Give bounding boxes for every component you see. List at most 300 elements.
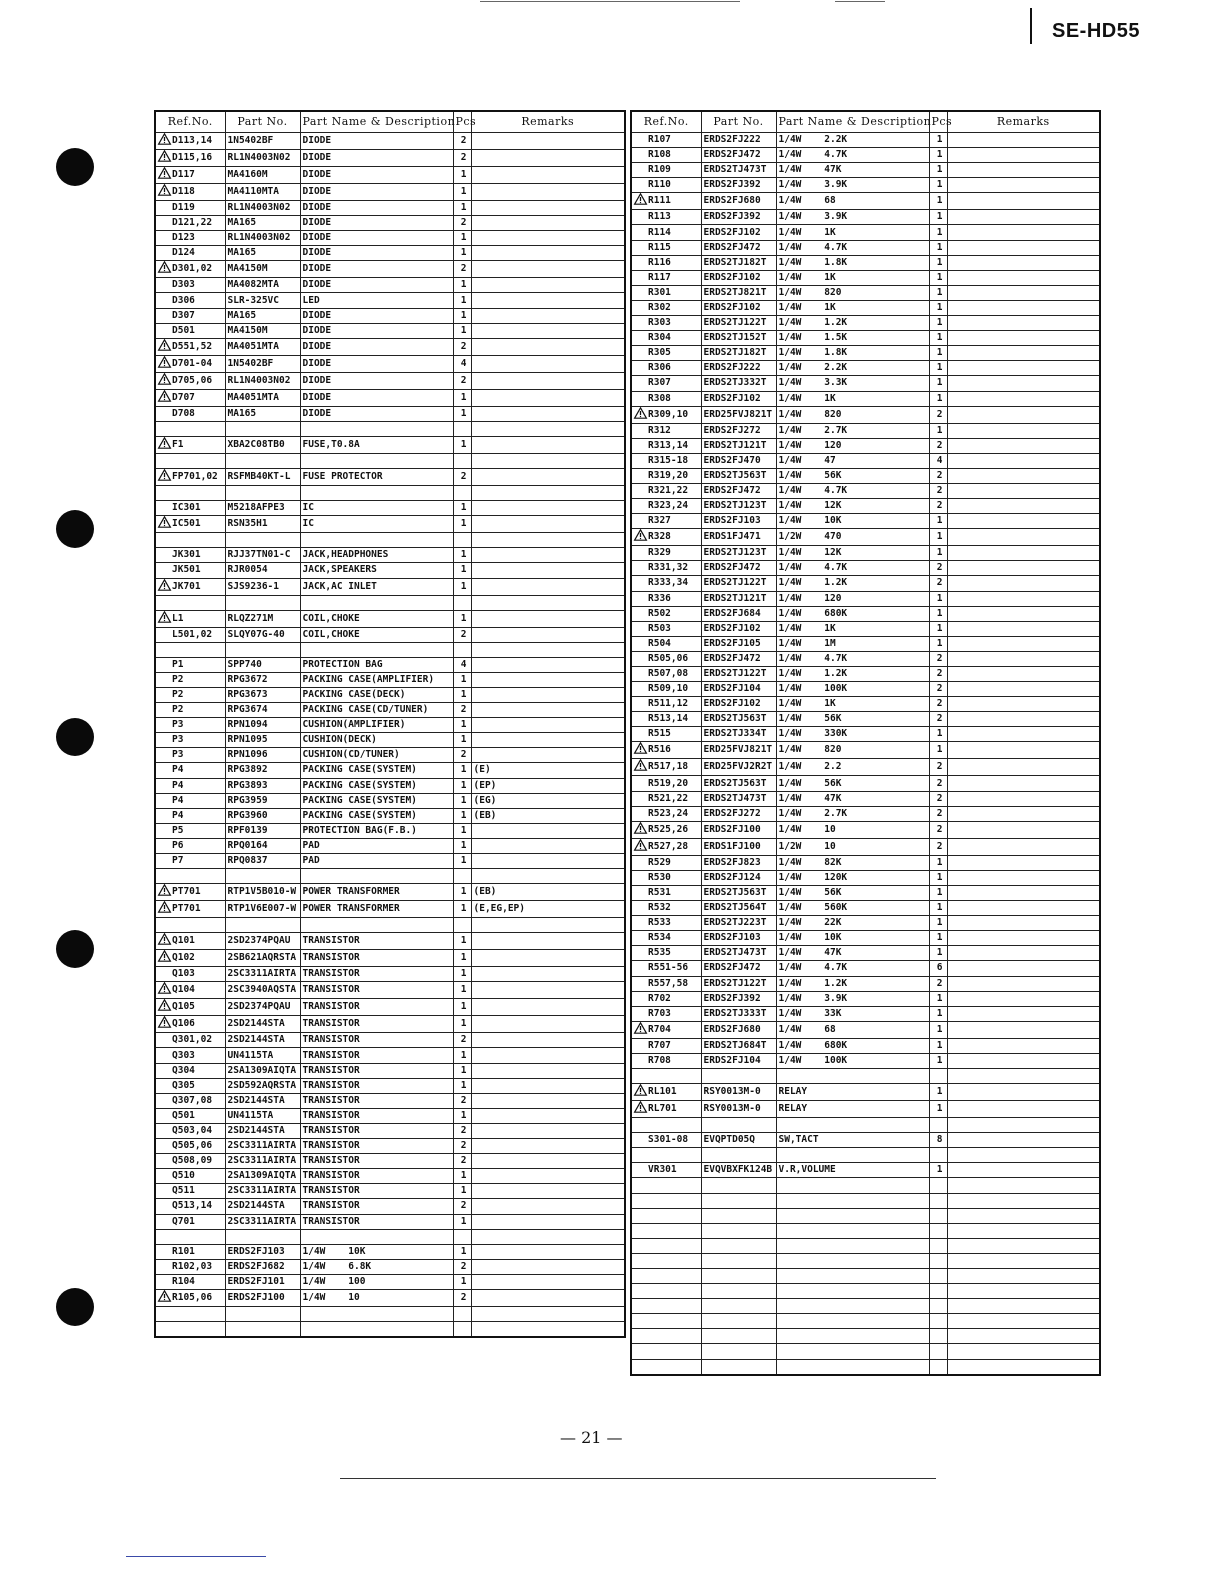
remarks-cell: [471, 610, 625, 627]
ref-cell: [155, 372, 225, 389]
ref-number: R511,12: [648, 698, 689, 710]
ref-cell: [631, 682, 701, 697]
remarks-cell: [471, 1199, 625, 1214]
description-cell: 1/2W 470: [776, 529, 929, 546]
description-cell: DIODE: [300, 372, 453, 389]
description-cell: 1/4W 100: [300, 1274, 453, 1289]
remarks-cell: [947, 742, 1100, 759]
table-row: [631, 316, 1100, 331]
description-cell: TRANSISTOR: [300, 1139, 453, 1154]
pcs-cell: 1: [453, 501, 471, 516]
description-cell: TRANSISTOR: [300, 1199, 453, 1214]
pcs-cell: 1: [929, 1053, 947, 1068]
remarks-cell: [947, 697, 1100, 712]
ref-cell: [631, 1238, 701, 1253]
ref-cell: [155, 1229, 225, 1244]
part-number-cell: [701, 1253, 776, 1268]
part-number-cell: SLR-325VC: [225, 293, 300, 308]
pcs-cell: 2: [929, 776, 947, 791]
table-row: [631, 776, 1100, 791]
ref-number: R305: [648, 347, 671, 359]
part-number-cell: ERDS2FJ103: [701, 514, 776, 529]
remarks-cell: [471, 501, 625, 516]
part-number-cell: 2SC3311AIRTA: [225, 1139, 300, 1154]
pcs-cell: [453, 486, 471, 501]
part-number-cell: RPQ0164: [225, 838, 300, 853]
ref-number: R708: [648, 1054, 671, 1066]
ref-cell: [155, 1214, 225, 1229]
pcs-cell: 2: [929, 821, 947, 838]
part-number-cell: [701, 1329, 776, 1344]
pcs-cell: 1: [929, 855, 947, 870]
table-row: [155, 1108, 625, 1123]
pcs-cell: 1: [929, 546, 947, 561]
remarks-cell: [471, 246, 625, 261]
ref-number: R105,06: [172, 1291, 213, 1303]
pcs-cell: 1: [453, 672, 471, 687]
binder-hole: [56, 930, 94, 968]
description-cell: 1/4W 3.9K: [776, 991, 929, 1006]
part-number-cell: ERDS2FJ102: [701, 621, 776, 636]
part-number-cell: ERDS2TJ332T: [701, 376, 776, 391]
part-number-cell: ERD25FVJ821T: [701, 742, 776, 759]
part-number-cell: RPG3672: [225, 672, 300, 687]
table-row: [631, 210, 1100, 225]
description-cell: JACK,HEADPHONES: [300, 548, 453, 563]
ref-number: JK501: [172, 564, 201, 576]
ref-cell: [631, 916, 701, 931]
part-number-cell: EVQPTD05Q: [701, 1133, 776, 1148]
safety-warning-icon: [158, 516, 172, 532]
ref-cell: [631, 1253, 701, 1268]
description-cell: 1/4W 4.7K: [776, 148, 929, 163]
description-cell: [300, 453, 453, 468]
table-row: [631, 546, 1100, 561]
ref-cell: [155, 406, 225, 421]
description-cell: JACK,AC INLET: [300, 578, 453, 595]
part-number-cell: ERDS2TJ473T: [701, 946, 776, 961]
part-number-cell: ERDS2FJ222: [701, 133, 776, 148]
table-row: [631, 976, 1100, 991]
ref-cell: [631, 838, 701, 855]
ref-number: R327: [648, 515, 671, 527]
part-number-cell: ERDS2TJ473T: [701, 791, 776, 806]
remarks-cell: [947, 855, 1100, 870]
ref-number: D705,06: [172, 374, 213, 386]
pcs-cell: 1: [929, 916, 947, 931]
ref-cell: [155, 1259, 225, 1274]
ref-cell: [155, 216, 225, 231]
part-number-cell: ERDS2FJ104: [701, 682, 776, 697]
part-number-cell: RPQ0837: [225, 854, 300, 869]
pcs-cell: 1: [929, 946, 947, 961]
ref-number: RL101: [648, 1086, 677, 1098]
remarks-cell: [471, 1289, 625, 1306]
pcs-cell: 1: [929, 225, 947, 240]
remarks-cell: [471, 421, 625, 436]
pcs-cell: [929, 1359, 947, 1375]
ref-cell: [631, 1269, 701, 1284]
description-cell: LED: [300, 293, 453, 308]
description-cell: TRANSISTOR: [300, 1169, 453, 1184]
remarks-cell: [471, 133, 625, 150]
ref-number: R108: [648, 149, 671, 161]
ref-number: R328: [648, 531, 671, 543]
table-row: [631, 682, 1100, 697]
ref-cell: [631, 1223, 701, 1238]
part-number-cell: RJR0054: [225, 563, 300, 578]
description-cell: V.R,VOLUME: [776, 1163, 929, 1178]
description-cell: [776, 1284, 929, 1299]
pcs-cell: 1: [453, 1184, 471, 1199]
table-row: [631, 1038, 1100, 1053]
remarks-cell: [947, 483, 1100, 498]
pcs-cell: 2: [929, 759, 947, 776]
description-cell: [300, 1306, 453, 1321]
description-cell: PACKING CASE(SYSTEM): [300, 808, 453, 823]
table-row: [631, 838, 1100, 855]
ref-number: R117: [648, 271, 671, 283]
remarks-cell: [947, 316, 1100, 331]
part-number-cell: ERDS2TJ821T: [701, 285, 776, 300]
ref-cell: [155, 672, 225, 687]
remarks-cell: [947, 727, 1100, 742]
remarks-cell: [947, 1021, 1100, 1038]
remarks-cell: [471, 453, 625, 468]
part-number-cell: ERDS2TJ122T: [701, 667, 776, 682]
ref-number: R104: [172, 1275, 195, 1287]
safety-warning-icon: [634, 839, 648, 855]
description-cell: 1/4W 4.7K: [776, 561, 929, 576]
table-row: [155, 201, 625, 216]
description-cell: 1/4W 4.7K: [776, 240, 929, 255]
pcs-cell: 1: [929, 636, 947, 651]
table-row: [631, 821, 1100, 838]
pcs-cell: 1: [929, 270, 947, 285]
part-number-cell: 2SD2144STA: [225, 1123, 300, 1138]
ref-cell: [631, 901, 701, 916]
ref-cell: [155, 703, 225, 718]
remarks-cell: [947, 976, 1100, 991]
part-number-cell: RL1N4003N02: [225, 201, 300, 216]
table-row: [631, 133, 1100, 148]
ref-number: R521,22: [648, 792, 689, 804]
remarks-cell: [947, 514, 1100, 529]
table-row: [631, 300, 1100, 315]
description-cell: [776, 1253, 929, 1268]
part-number-cell: ERDS2TJ123T: [701, 546, 776, 561]
pcs-cell: 2: [453, 627, 471, 642]
description-cell: TRANSISTOR: [300, 1048, 453, 1063]
remarks-cell: [947, 438, 1100, 453]
ref-cell: [631, 1193, 701, 1208]
part-number-cell: RTP1V6E007-W: [225, 901, 300, 918]
remarks-cell: [947, 133, 1100, 148]
table-row: [155, 808, 625, 823]
ref-cell: [631, 667, 701, 682]
table-row: [631, 499, 1100, 514]
remarks-cell: [947, 193, 1100, 210]
table-row: [155, 372, 625, 389]
part-number-cell: [701, 1208, 776, 1223]
part-number-cell: ERDS2TJ182T: [701, 255, 776, 270]
safety-warning-icon: [158, 884, 172, 900]
remarks-cell: [471, 216, 625, 231]
ref-number: R516: [648, 744, 671, 756]
safety-warning-icon: [158, 437, 172, 453]
pcs-cell: 1: [929, 1163, 947, 1178]
pcs-cell: [929, 1193, 947, 1208]
ref-number: F1: [172, 438, 184, 450]
col-header-part-no: Part No.: [225, 111, 300, 133]
part-number-cell: SLQY07G-40: [225, 627, 300, 642]
ref-cell: [631, 300, 701, 315]
remarks-cell: [947, 1314, 1100, 1329]
binder-hole: [56, 510, 94, 548]
ref-cell: [631, 193, 701, 210]
table-row: [155, 999, 625, 1016]
ref-cell: [631, 651, 701, 666]
safety-warning-icon: [158, 1290, 172, 1306]
pcs-cell: 1: [453, 406, 471, 421]
description-cell: 1/4W 82K: [776, 855, 929, 870]
description-cell: 1/4W 3.9K: [776, 178, 929, 193]
remarks-cell: [471, 823, 625, 838]
table-row: [631, 1006, 1100, 1021]
table-row: [631, 961, 1100, 976]
description-cell: PROTECTION BAG(F.B.): [300, 823, 453, 838]
description-cell: [776, 1068, 929, 1083]
pcs-cell: 1: [929, 742, 947, 759]
description-cell: TRANSISTOR: [300, 1033, 453, 1048]
remarks-cell: [947, 561, 1100, 576]
part-number-cell: RSY0013M-0: [701, 1084, 776, 1101]
remarks-cell: [947, 1269, 1100, 1284]
ref-cell: [631, 946, 701, 961]
ref-number: R527,28: [648, 840, 689, 852]
ref-number: Q106: [172, 1018, 195, 1030]
table-row: [631, 1238, 1100, 1253]
description-cell: DIODE: [300, 246, 453, 261]
part-number-cell: RPF0139: [225, 823, 300, 838]
ref-cell: [631, 1133, 701, 1148]
ref-cell: [155, 150, 225, 167]
pcs-cell: 1: [453, 763, 471, 778]
ref-number: P4: [172, 764, 184, 776]
description-cell: TRANSISTOR: [300, 950, 453, 967]
part-number-cell: RPG3892: [225, 763, 300, 778]
part-number-cell: ERDS2FJ103: [225, 1244, 300, 1259]
remarks-cell: [947, 961, 1100, 976]
remarks-cell: [947, 1344, 1100, 1359]
safety-warning-icon: [158, 901, 172, 917]
table-row: [631, 1133, 1100, 1148]
pcs-cell: 1: [929, 1101, 947, 1118]
ref-cell: [155, 657, 225, 672]
pcs-cell: 1: [929, 163, 947, 178]
part-number-cell: XBA2C08TB0: [225, 436, 300, 453]
safety-warning-icon: [158, 579, 172, 595]
ref-number: VR301: [648, 1164, 677, 1176]
safety-warning-icon: [634, 742, 648, 758]
ref-number: RL701: [648, 1103, 677, 1115]
part-number-cell: MA4160M: [225, 167, 300, 184]
safety-warning-icon: [158, 982, 172, 998]
pcs-cell: [929, 1329, 947, 1344]
ref-cell: [155, 869, 225, 884]
table-row: [155, 1184, 625, 1199]
part-number-cell: MA165: [225, 406, 300, 421]
part-number-cell: 2SB621AQRSTA: [225, 950, 300, 967]
pcs-cell: 1: [453, 167, 471, 184]
ref-cell: [155, 918, 225, 933]
ref-number: R509,10: [648, 683, 689, 695]
pcs-cell: 1: [453, 1078, 471, 1093]
remarks-cell: [471, 642, 625, 657]
ref-cell: [155, 1244, 225, 1259]
ref-cell: [155, 516, 225, 533]
ref-cell: [631, 1053, 701, 1068]
part-number-cell: MA4110MTA: [225, 184, 300, 201]
part-number-cell: MA165: [225, 308, 300, 323]
pcs-cell: 1: [929, 606, 947, 621]
part-number-cell: ERDS1FJ100: [701, 838, 776, 855]
table-row: [155, 610, 625, 627]
description-cell: [776, 1208, 929, 1223]
table-row: [155, 687, 625, 702]
pcs-cell: 1: [453, 1274, 471, 1289]
safety-warning-icon: [158, 339, 172, 355]
pcs-cell: 1: [929, 255, 947, 270]
description-cell: [776, 1344, 929, 1359]
ref-number: FP701,02: [172, 471, 218, 483]
ref-cell: [155, 469, 225, 486]
remarks-cell: [947, 255, 1100, 270]
remarks-cell: [471, 469, 625, 486]
col-header-description: Part Name & Description: [776, 111, 929, 133]
remarks-cell: [471, 578, 625, 595]
ref-number: R329: [648, 547, 671, 559]
description-cell: 1/4W 47K: [776, 791, 929, 806]
part-number-cell: [701, 1193, 776, 1208]
ref-cell: [631, 759, 701, 776]
ref-cell: [155, 1154, 225, 1169]
table-row: [155, 1139, 625, 1154]
ref-cell: [631, 1284, 701, 1299]
description-cell: DIODE: [300, 338, 453, 355]
table-row: [631, 1163, 1100, 1178]
part-number-cell: RPG3893: [225, 778, 300, 793]
ref-number: D115,16: [172, 152, 213, 163]
ref-number: R313,14: [648, 439, 689, 451]
table-row: [155, 1016, 625, 1033]
description-cell: PAD: [300, 838, 453, 853]
remarks-cell: [471, 748, 625, 763]
description-cell: 1/4W 1K: [776, 300, 929, 315]
part-number-cell: ERDS2TJ121T: [701, 438, 776, 453]
remarks-cell: [471, 308, 625, 323]
part-number-cell: ERDS2TJ563T: [701, 776, 776, 791]
table-row: [631, 376, 1100, 391]
part-number-cell: ERDS2FJ105: [701, 636, 776, 651]
ref-cell: [155, 1274, 225, 1289]
remarks-cell: [471, 718, 625, 733]
description-cell: 1/4W 10: [776, 821, 929, 838]
table-row: [155, 133, 625, 150]
description-cell: [776, 1118, 929, 1133]
remarks-cell: [471, 672, 625, 687]
remarks-cell: [947, 453, 1100, 468]
part-number-cell: [701, 1178, 776, 1193]
table-row: [631, 901, 1100, 916]
description-cell: [300, 595, 453, 610]
remarks-cell: [471, 278, 625, 293]
pcs-cell: 1: [453, 733, 471, 748]
table-row: [631, 468, 1100, 483]
pcs-cell: 1: [453, 1244, 471, 1259]
table-row: [631, 240, 1100, 255]
description-cell: 1/4W 820: [776, 285, 929, 300]
table-row: [155, 778, 625, 793]
ref-number: D707: [172, 391, 195, 403]
table-row: [155, 293, 625, 308]
ref-number: R115: [648, 241, 671, 253]
ref-number: R110: [648, 179, 671, 191]
part-number-cell: 2SC3311AIRTA: [225, 967, 300, 982]
pcs-cell: [929, 1068, 947, 1083]
part-number-cell: RSFMB40KT-L: [225, 469, 300, 486]
pcs-cell: 2: [929, 806, 947, 821]
ref-cell: [631, 133, 701, 148]
description-cell: DIODE: [300, 406, 453, 421]
ref-cell: [155, 453, 225, 468]
col-header-remarks: Remarks: [471, 111, 625, 133]
description-cell: 1/4W 1.5K: [776, 331, 929, 346]
ref-cell: [155, 838, 225, 853]
pcs-cell: 1: [453, 1016, 471, 1033]
pcs-cell: 2: [453, 216, 471, 231]
remarks-cell: [471, 533, 625, 548]
description-cell: RELAY: [776, 1101, 929, 1118]
part-number-cell: ERD25FVJ2R2T: [701, 759, 776, 776]
remarks-cell: [947, 178, 1100, 193]
ref-number: Q503,04: [172, 1124, 213, 1136]
description-cell: COIL,CHOKE: [300, 627, 453, 642]
part-number-cell: [225, 1306, 300, 1321]
description-cell: JACK,SPEAKERS: [300, 563, 453, 578]
ref-number: D701-04: [172, 357, 213, 369]
remarks-cell: [947, 591, 1100, 606]
ref-cell: [155, 563, 225, 578]
part-number-cell: ERDS2FJ680: [701, 1021, 776, 1038]
part-number-cell: ERDS2FJ100: [701, 821, 776, 838]
description-cell: FUSE,T0.8A: [300, 436, 453, 453]
table-row: [631, 712, 1100, 727]
ref-number: P6: [172, 839, 184, 851]
part-number-cell: MA4051MTA: [225, 338, 300, 355]
table-row: [631, 991, 1100, 1006]
ref-cell: [631, 697, 701, 712]
description-cell: DIODE: [300, 231, 453, 246]
part-number-cell: [701, 1118, 776, 1133]
table-row: [631, 697, 1100, 712]
binder-hole: [56, 718, 94, 756]
safety-warning-icon: [158, 150, 172, 166]
pcs-cell: 1: [453, 1108, 471, 1123]
description-cell: 1/4W 2.7K: [776, 423, 929, 438]
table-row: [631, 163, 1100, 178]
description-cell: 1/4W 820: [776, 742, 929, 759]
